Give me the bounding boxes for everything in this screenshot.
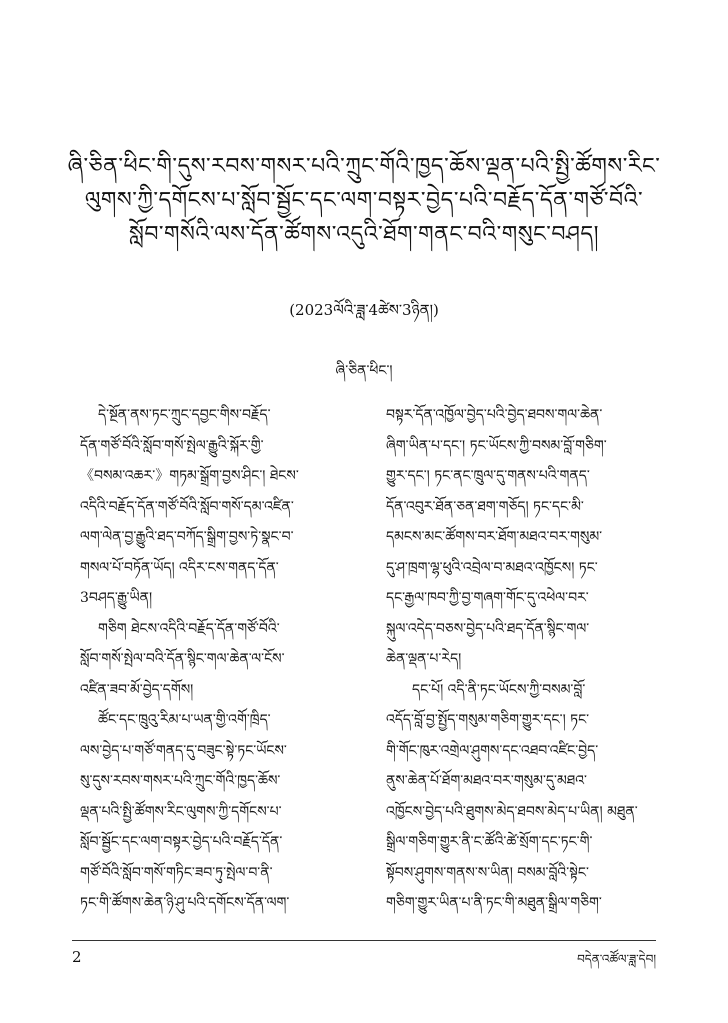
paragraph-line: འཁྱོངས་བྱེད་པའི་ཐུགས་མེད་ཐབས་མེད་པ་ཡིན། མཐུན་ <box>386 803 638 820</box>
paragraph-line: གསལ་པོ་བཏོན་ཡོད། འདིར་ངས་གནད་དོན་ <box>80 559 279 576</box>
article-title <box>60 150 668 252</box>
paragraph-line: 3བཤད་རྒྱུ་ཡིན། <box>80 590 153 606</box>
paragraph-line: དང་པོ། འདི་ནི་ཏང་ཡོངས་ཀྱི་བསམ་བློ་ <box>412 681 586 698</box>
paragraph-line: ཆེན་ལྡན་པ་རེད། <box>386 651 462 667</box>
paragraph-line: ཚོང་དང་ཁྲུའུ་རིམ་པ་ཡན་གྱི་འགོ་ཁྲིད་ <box>98 712 271 728</box>
paragraph-line: འདོད་བློ་བྱ་སྤྱོད་གསུམ་གཅིག་གྱུར་དང་། ཏང་ <box>386 712 590 728</box>
title-line: ལུགས་ཀྱི་དགོངས་པ་སློབ་སྦྱོང་དང་ལག་བསྟར་བྱེད་པའི་བརྗོད་དོན་གཙོ་བོའི་ <box>84 188 644 213</box>
paragraph-line: དང་རྒྱལ་ཁབ་ཀྱི་བྱ་གཞག་གོང་དུ་འཕེལ་བར་ <box>386 590 589 606</box>
journal-title: བདེན་འཚོལ་ཟླ་དེབ། <box>577 952 656 966</box>
article-author: ཞི་ཅིན་ཕིང་། <box>335 363 393 379</box>
section-heading-line: གཅིག ཐེངས་འདིའི་བརྗོད་དོན་གཙོ་བོའི་ <box>98 620 280 637</box>
paragraph-line: ལག་ལེན་བྱ་རྒྱུའི་ཐད་བཀོད་སྒྲིག་བྱས་ཏེ་སྣང་བ་ <box>80 529 294 545</box>
paragraph-line: དུ་ཤ་ཁྲག་ལྷ་ཕུའི་འབྲེལ་བ་མཐའ་འཁྱོངས། ཏང་ <box>386 559 598 576</box>
title-line: སློབ་གསོའི་ལས་དོན་ཚོགས་འདུའི་ཐོག་གནང་བའི་གསུང་བཤད། <box>128 222 600 247</box>
paragraph-line: གི་གོང་ཁུར་འགྲེལ་ཤུགས་དང་འཐབ་འཛིང་བྱེད་ <box>386 742 599 759</box>
paragraph-line: ཞིག་ཡིན་པ་དང་། ཏང་ཡོངས་ཀྱི་བསམ་བློ་གཅིག་ <box>386 437 607 454</box>
paragraph-line: གྱུར་དང་། ཏང་ནང་ཁྲུལ་དུ་གནས་པའི་གནད་ <box>386 468 590 484</box>
section-heading-line: སློབ་གསོ་སྤེལ་བའི་དོན་སྙིང་གལ་ཆེན་ལ་ངོས་ <box>80 651 285 667</box>
paragraph-line: ཏང་གི་ཚོགས་ཆེན་ཉི་ཤུ་པའི་དགོངས་དོན་ལག་ <box>80 895 290 911</box>
paragraph-line: འདིའི་བརྗོད་དོན་གཙོ་བོའི་སློབ་གསོ་དམ་འཛིན་ <box>80 498 294 515</box>
paragraph-line: 《བསམ་འཆར་》གཏམ་སྒྲོག་བྱས་ཤིང་། ཐེངས་ <box>80 468 299 484</box>
page-number: 2 <box>72 948 82 966</box>
paragraph-line: སུ་དུས་རབས་གསར་པའི་ཀྲུང་གོའི་ཁྱད་ཆོས་ <box>80 773 281 789</box>
paragraph-line: ནུས་ཆེན་པོ་ཐོག་མཐའ་བར་གསུམ་དུ་མཐའ་ <box>386 773 587 789</box>
paragraph-line: དོན་འབུར་ཐོན་ཅན་ཐག་གཅོད། ཏང་དང་མི་ <box>386 498 584 515</box>
article-date: (2023ལོའི་ཟླ་4ཚེས་3ཉིན།) <box>289 301 439 319</box>
left-column <box>80 400 350 919</box>
paragraph-line: བསྟར་དོན་འཁྱོལ་བྱེད་པའི་བྱེད་ཐབས་གལ་ཆེན་ <box>386 407 603 423</box>
paragraph-line: ལས་བྱེད་པ་གཙོ་གནད་དུ་བཟུང་སྟེ་ཏང་ཡོངས་ <box>80 742 287 759</box>
paragraph-line: དོན་གཙོ་བོའི་སློབ་གསོ་སྤེལ་རྒྱུའི་སྐོར་གྱི་ <box>80 437 264 454</box>
paragraph-line: དམངས་མང་ཚོགས་བར་ཐོག་མཐའ་བར་གསུམ་ <box>386 529 603 545</box>
paragraph-line: ལྡན་པའི་སྤྱི་ཚོགས་རིང་ལུགས་ཀྱི་དགོངས་པ་ <box>80 803 282 820</box>
paragraph-line: སྟོབས་ཤུགས་གནས་ས་ཡིན། བསམ་བློའི་སྟེང་ <box>386 864 589 881</box>
paragraph-line: སྒྲིལ་གཅིག་གྱུར་ནི་ང་ཚོའི་ཚེ་སྲོག་དང་ཏང་གི་ <box>386 834 593 850</box>
paragraph-line: གཙོ་བོའི་སློབ་གསོ་གཏིང་ཟབ་ཏུ་སྤེལ་བ་ནི་ <box>80 864 273 881</box>
section-heading-line: འཛིན་ཟབ་མོ་བྱེད་དགོས། <box>80 681 194 698</box>
paragraph-line: དེ་སྔོན་ནས་ཏང་ཀྲུང་དབྱང་གིས་བརྗོད་ <box>98 407 271 423</box>
right-column <box>386 400 656 919</box>
title-line: ཞི་ཅིན་ཕིང་གི་དུས་རབས་གསར་པའི་ཀྲུང་གོའི་ཁྱད་ཆོས་ལྡན་པའི་སྤྱི་ཚོགས་རིང་ <box>67 154 661 179</box>
paragraph-line: སློབ་སྦྱོང་དང་ལག་བསྟར་བྱེད་པའི་བརྗོད་དོན་ <box>80 834 283 850</box>
paragraph-line: སྐུལ་འདེད་བཅས་བྱེད་པའི་ཐད་དོན་སྙིང་གལ་ <box>386 620 590 637</box>
paragraph-line: གཅིག་གྱུར་ཡིན་པ་ནི་ཏང་གི་མཐུན་སྒྲིལ་གཅིག་ <box>386 895 602 911</box>
footer-divider <box>72 940 656 941</box>
